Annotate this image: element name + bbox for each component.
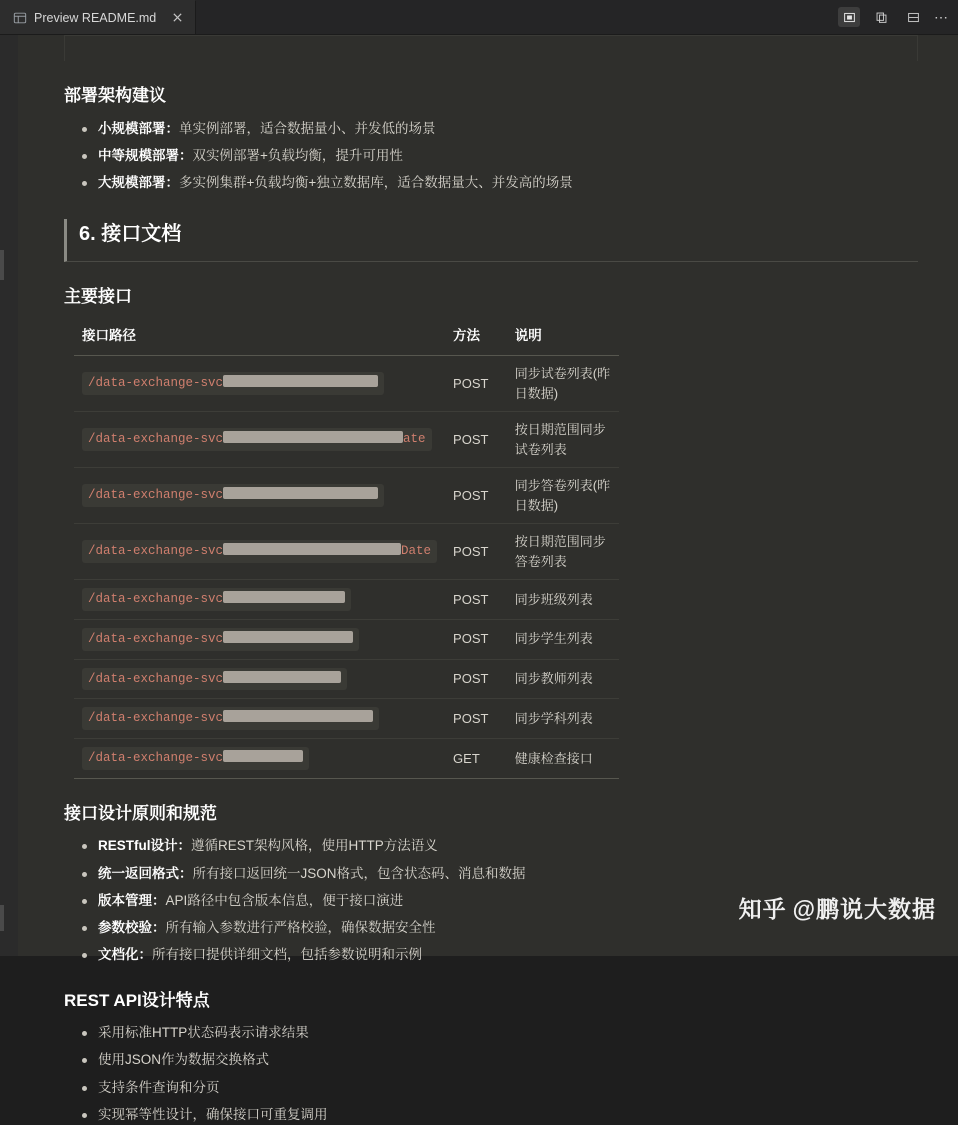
api-path-code xyxy=(82,707,379,730)
cell-method: POST xyxy=(445,468,507,524)
table-row xyxy=(74,580,619,620)
api-path-prefix: /data-exchange-svc xyxy=(88,711,224,726)
api-path-tail: ate xyxy=(403,432,426,447)
list-item-term: 文档化： xyxy=(98,947,152,963)
gutter-marker xyxy=(0,905,4,931)
split-editor-icon[interactable] xyxy=(902,7,924,27)
tab-label: Preview README.md xyxy=(34,10,157,25)
markdown-preview-pane[interactable] xyxy=(18,35,958,1122)
cell-method: POST xyxy=(445,699,507,739)
api-path-prefix: /data-exchange-svc xyxy=(88,544,224,559)
list-item-text: 实现幂等性设计，确保接口可重复调用 xyxy=(98,1106,328,1122)
cell-method: GET xyxy=(445,739,507,779)
table-row xyxy=(74,699,619,739)
redacted-path-segment xyxy=(223,431,403,443)
cell-path xyxy=(74,580,445,620)
list-item xyxy=(98,1023,918,1043)
cell-method: POST xyxy=(445,659,507,699)
api-path-code xyxy=(82,428,432,451)
list-item-term: 大规模部署： xyxy=(98,175,179,190)
section-title-design-principles: 接口设计原则和规范 xyxy=(64,803,217,823)
editor-body xyxy=(0,35,958,1122)
list-item-term: 版本管理： xyxy=(98,892,166,908)
api-path-tail: Date xyxy=(401,544,432,559)
api-path-prefix: /data-exchange-svc xyxy=(88,631,224,646)
cell-description: 同步答卷列表(昨日数据) xyxy=(507,468,619,524)
table-row xyxy=(74,659,619,699)
list-item xyxy=(98,864,918,884)
watermark-text: @鹏说大数据 xyxy=(792,896,936,922)
cell-description: 按日期范围同步答卷列表 xyxy=(507,524,619,580)
api-path-code xyxy=(82,372,384,395)
cell-description: 同步班级列表 xyxy=(507,580,619,620)
table-row xyxy=(74,356,619,412)
list-item-text: 支持条件查询和分页 xyxy=(98,1079,220,1095)
more-actions-icon[interactable]: ⋯ xyxy=(934,8,948,25)
column-header-method: 方法 xyxy=(445,320,507,356)
close-icon[interactable] xyxy=(169,10,185,26)
cell-method: POST xyxy=(445,412,507,468)
list-item xyxy=(98,836,918,856)
list-item-text: 单实例部署，适合数据量小、并发低的场景 xyxy=(179,120,436,136)
table-row xyxy=(74,739,619,779)
list-item xyxy=(98,1105,918,1125)
split-preview-icon[interactable] xyxy=(838,7,860,27)
column-header-desc: 说明 xyxy=(507,320,619,356)
list-item-text: 使用JSON作为数据交换格式 xyxy=(98,1052,270,1068)
api-path-prefix: /data-exchange-svc xyxy=(88,488,224,503)
api-path-prefix: /data-exchange-svc xyxy=(88,432,224,447)
redacted-path-segment xyxy=(223,543,401,555)
list-item xyxy=(98,1078,918,1098)
cell-description: 同步学科列表 xyxy=(507,699,619,739)
cell-method: POST xyxy=(445,619,507,659)
deployment-list xyxy=(64,119,918,194)
cell-path xyxy=(74,619,445,659)
list-item-text: 采用标准HTTP状态码表示请求结果 xyxy=(98,1025,309,1040)
left-gutter xyxy=(0,35,18,956)
cell-path xyxy=(74,699,445,739)
api-path-prefix: /data-exchange-svc xyxy=(88,671,224,686)
list-item-text: 遵循REST架构风格，使用HTTP方法语义 xyxy=(191,838,438,854)
rest-features-list xyxy=(64,1023,918,1125)
api-path-code xyxy=(82,540,437,563)
tab-preview-readme[interactable] xyxy=(0,0,196,34)
list-item-text: 多实例集群+负载均衡+独立数据库，适合数据量大、并发高的场景 xyxy=(179,175,573,190)
section-title-rest-features: REST API设计特点 xyxy=(64,990,210,1010)
redacted-path-segment xyxy=(223,671,341,683)
list-item-text: 所有输入参数进行严格校验，确保数据安全性 xyxy=(165,920,436,935)
redacted-path-segment xyxy=(223,631,353,643)
api-path-code xyxy=(82,484,384,507)
redacted-path-segment xyxy=(223,375,378,387)
cell-description: 同步教师列表 xyxy=(507,659,619,699)
table-row xyxy=(74,524,619,580)
api-table xyxy=(74,320,619,779)
list-item-term: RESTful设计： xyxy=(98,838,191,854)
table-row xyxy=(74,619,619,659)
api-path-prefix: /data-exchange-svc xyxy=(88,751,224,765)
list-item-text: 所有接口返回统一JSON格式，包含状态码、消息和数据 xyxy=(192,865,526,881)
tab-bar-actions xyxy=(838,0,958,34)
api-table-body xyxy=(74,356,619,779)
copy-icon[interactable] xyxy=(870,7,892,27)
cell-method: POST xyxy=(445,356,507,412)
cell-description: 按日期范围同步试卷列表 xyxy=(507,412,619,468)
cell-path xyxy=(74,356,445,412)
section-title-deployment: 部署架构建议 xyxy=(64,86,166,105)
document-content xyxy=(18,83,958,1125)
cell-path xyxy=(74,412,445,468)
cell-description: 同步学生列表 xyxy=(507,619,619,659)
list-item-text: API路径中包含版本信息，便于接口演进 xyxy=(165,892,404,908)
gutter-marker xyxy=(0,250,4,280)
list-item xyxy=(98,173,918,193)
section-title-main-apis: 主要接口 xyxy=(64,287,132,307)
list-item xyxy=(98,119,918,139)
cell-path xyxy=(74,659,445,699)
zhihu-logo: 知乎 xyxy=(738,896,787,922)
redacted-path-segment xyxy=(223,591,345,603)
code-block-partial xyxy=(64,35,918,61)
section-heading-api-docs: 6. 接口文档 xyxy=(64,219,918,262)
redacted-path-segment xyxy=(223,487,378,499)
list-item-term: 小规模部署： xyxy=(98,120,179,136)
preview-file-icon xyxy=(12,10,27,25)
api-path-code xyxy=(82,628,359,651)
table-row xyxy=(74,412,619,468)
cell-description: 同步试卷列表(昨日数据) xyxy=(507,356,619,412)
watermark xyxy=(739,891,936,924)
list-item-term: 统一返回格式： xyxy=(98,865,193,881)
list-item xyxy=(98,146,918,166)
editor-tab-bar xyxy=(0,0,958,35)
list-item-term: 中等规模部署： xyxy=(98,147,193,163)
cell-path xyxy=(74,524,445,580)
list-item-text: 双实例部署+负载均衡，提升可用性 xyxy=(192,147,403,163)
redacted-path-segment xyxy=(223,710,373,722)
cell-path xyxy=(74,468,445,524)
api-path-code xyxy=(82,588,351,611)
cell-path xyxy=(74,739,445,779)
api-path-code xyxy=(82,747,309,770)
api-path-code xyxy=(82,668,347,691)
cell-description: 健康检查接口 xyxy=(507,739,619,779)
table-header-row xyxy=(74,320,619,356)
cell-method: POST xyxy=(445,524,507,580)
table-row xyxy=(74,468,619,524)
column-header-path: 接口路径 xyxy=(74,320,445,356)
list-item xyxy=(98,945,918,965)
list-item-term: 参数校验： xyxy=(98,920,166,935)
api-path-prefix: /data-exchange-svc xyxy=(88,376,224,391)
redacted-path-segment xyxy=(223,750,303,762)
cell-method: POST xyxy=(445,580,507,620)
list-item-text: 所有接口提供详细文档，包括参数说明和示例 xyxy=(152,947,422,963)
api-path-prefix: /data-exchange-svc xyxy=(88,592,224,606)
list-item xyxy=(98,1050,918,1070)
